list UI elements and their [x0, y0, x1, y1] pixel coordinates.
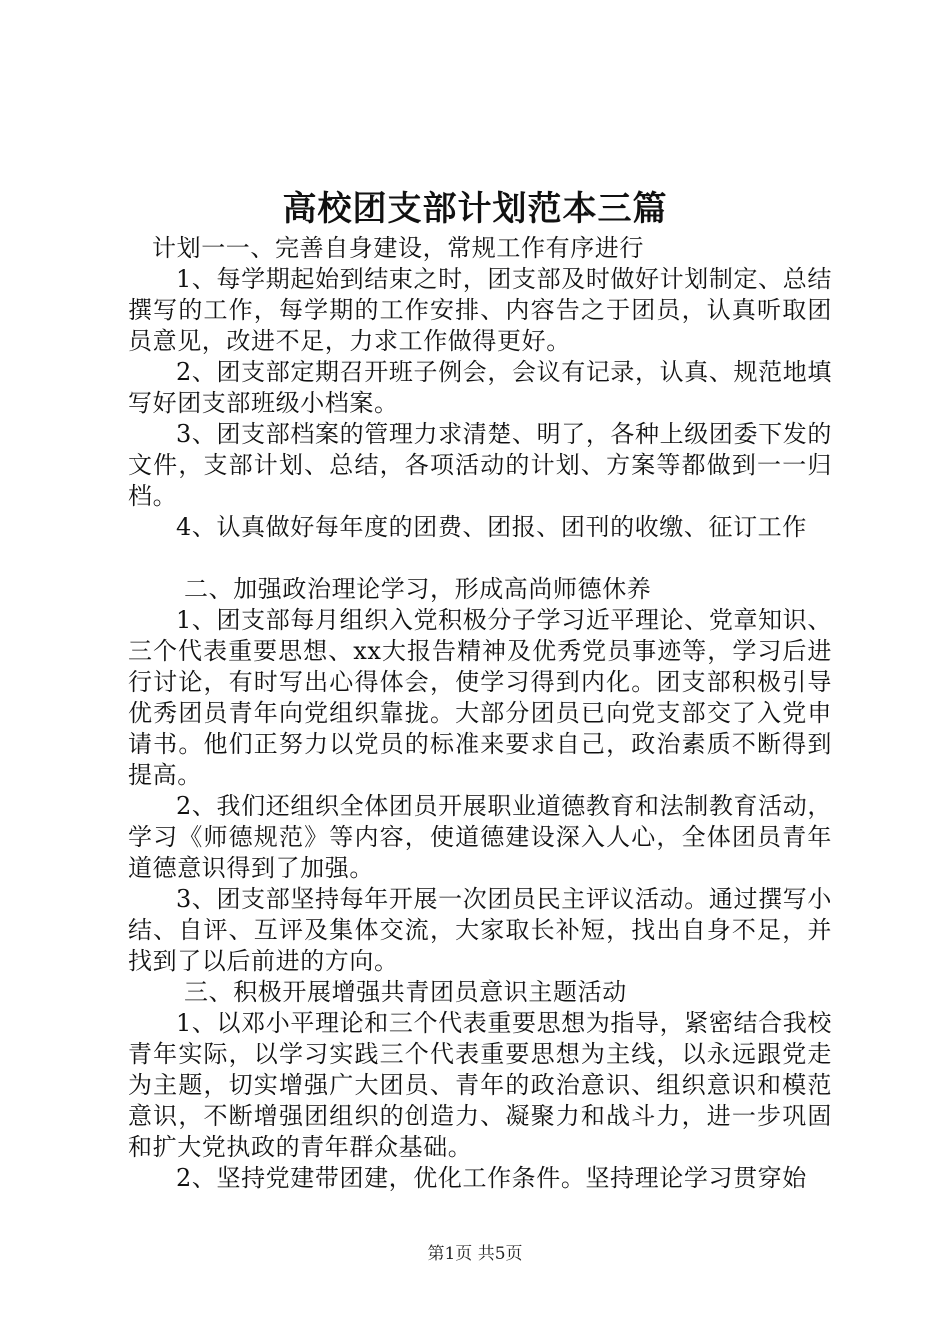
paragraph: 4、认真做好每年度的团费、团报、团刊的收缴、征订工作 — [176, 513, 807, 541]
paragraph: 3、团支部坚持每年开展一次团员民主评议活动。通过撰写小结、自评、互评及集体交流，大家取长补短，找出自身不足，并找到了以后前进的方向。 — [128, 885, 832, 975]
paragraph: 1、每学期起始到结束之时，团支部及时做好计划制定、总结撰写的工作，每学期的工作安排、内容告之于团员，认真听取团员意见，改进不足，力求工作做得更好。 — [128, 265, 832, 355]
paragraph: 3、团支部档案的管理力求清楚、明了，各种上级团委下发的文件，支部计划、总结，各项活动的计划、方案等都做到一一归档。 — [128, 420, 832, 510]
document-body — [128, 233, 832, 1194]
paragraph: 1、团支部每月组织入党积极分子学习近平理论、党章知识、三个代表重要思想、xx大报告精神及优秀党员事迹等，学习后进行讨论，有时写出心得体会，使学习得到内化。团支部积极引导优秀团员青年向党组织靠拢。大部分团员已向党支部交了入党申请书。他们正努力以党员的标准来要求自己，政治素质不断得到提高。 — [128, 606, 832, 789]
page-number-footer: 第1页 共5页 — [427, 1244, 523, 1264]
paragraph: 2、坚持党建带团建，优化工作条件。坚持理论学习贯穿始 — [176, 1164, 807, 1192]
paragraph: 1、以邓小平理论和三个代表重要思想为指导，紧密结合我校青年实际，以学习实践三个代表重要思想为主线，以永远跟党走为主题，切实增强广大团员、青年的政治意识、组织意识和模范意识，不断增强团组织的创造力、凝聚力和战斗力，进一步巩固和扩大党执政的青年群众基础。 — [128, 1009, 832, 1161]
blank-line — [128, 543, 832, 574]
paragraph: 2、团支部定期召开班子例会，会议有记录，认真、规范地填写好团支部班级小档案。 — [128, 358, 832, 417]
document-title: 高校团支部计划范本三篇 — [282, 189, 668, 229]
section-heading-1: 计划一一、完善自身建设，常规工作有序进行 — [152, 234, 644, 262]
section-heading-2: 二、加强政治理论学习，形成高尚师德休养 — [184, 575, 652, 603]
paragraph: 2、我们还组织全体团员开展职业道德教育和法制教育活动，学习《师德规范》等内容，使道德建设深入人心，全体团员青年道德意识得到了加强。 — [128, 792, 832, 882]
section-heading-3: 三、积极开展增强共青团员意识主题活动 — [184, 978, 627, 1006]
